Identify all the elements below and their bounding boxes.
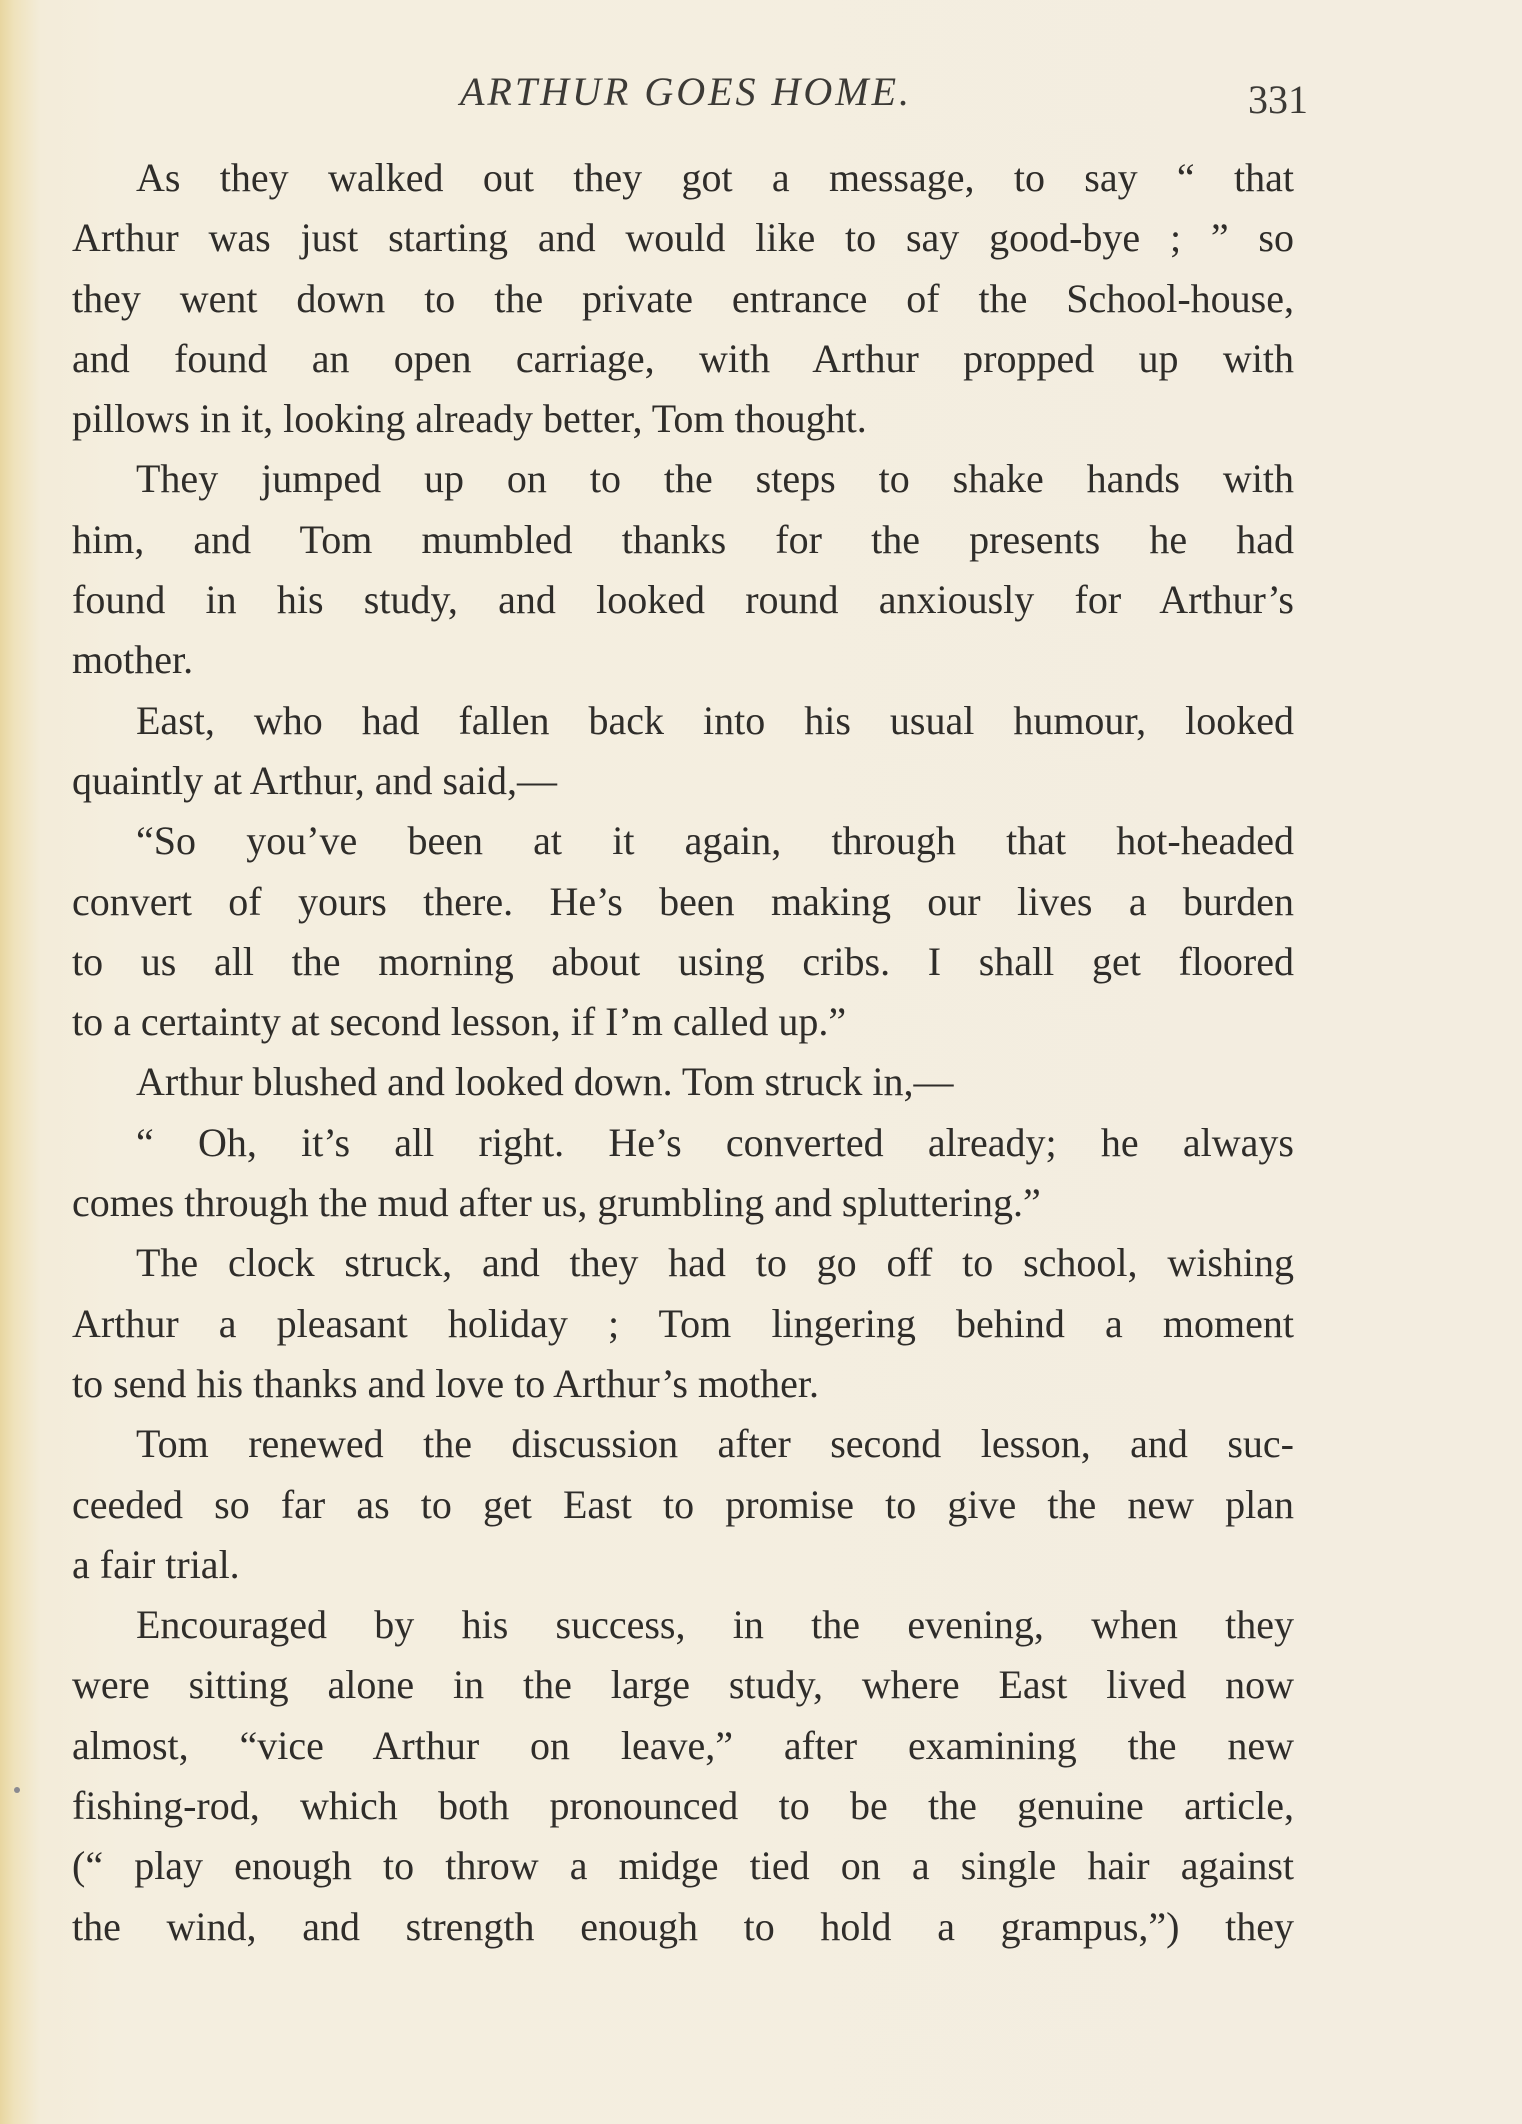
text-line (72, 1836, 1294, 1896)
running-title: ARTHUR GOES HOME. (460, 69, 913, 114)
text-line (72, 510, 1294, 570)
text-line-content: were sitting alone in the large study, where East lived now (72, 1662, 1294, 1708)
text-line-content: they went down to the private entrance of the School-house, (72, 275, 1294, 321)
text-line-content: Encouraged by his success, in the evening, when they (136, 1602, 1294, 1648)
text-line-content: comes through the mud after us, grumbling and spluttering.” (72, 1180, 1041, 1226)
text-line (72, 1595, 1294, 1655)
text-line-content: They jumped up on to the steps to shake hands with (136, 456, 1294, 502)
text-line (72, 630, 1294, 690)
text-line (72, 570, 1294, 630)
text-line-content: “So you’ve been at it again, through that hot-headed (136, 818, 1294, 864)
text-line-content: Arthur blushed and looked down. Tom struck in,— (136, 1059, 954, 1105)
text-line-content: to a certainty at second lesson, if I’m called up.” (72, 999, 847, 1045)
text-line (72, 1354, 1294, 1414)
text-line (72, 691, 1294, 751)
text-line-content: “ Oh, it’s all right. He’s converted already; he always (136, 1119, 1294, 1165)
text-line (72, 1475, 1294, 1535)
text-line (72, 872, 1294, 932)
text-line-content: Arthur a pleasant holiday ; Tom lingering behind a moment (72, 1300, 1294, 1346)
text-line-content: to send his thanks and love to Arthur’s mother. (72, 1360, 819, 1406)
text-line (72, 1113, 1294, 1173)
text-line (72, 932, 1294, 992)
page-header (0, 64, 1522, 124)
text-line (72, 1535, 1294, 1595)
text-line (72, 208, 1294, 268)
text-line-content: Tom renewed the discussion after second lesson, and suc- (136, 1421, 1294, 1467)
text-line-content: and found an open carriage, with Arthur propped up with (72, 335, 1294, 381)
text-line (72, 811, 1294, 871)
text-line (72, 1776, 1294, 1836)
text-line-content: almost, “vice Arthur on leave,” after examining the new (72, 1722, 1294, 1768)
text-line-content: found in his study, and looked round anxiously for Arthur’s (72, 577, 1294, 623)
text-line (72, 992, 1294, 1052)
text-line (72, 329, 1294, 389)
text-line (72, 1897, 1294, 1957)
text-line (72, 1655, 1294, 1715)
text-line-content: (“ play enough to throw a midge tied on a single hair against (72, 1843, 1294, 1889)
text-line (72, 1173, 1294, 1233)
text-line (72, 1716, 1294, 1776)
text-line (72, 1052, 1294, 1112)
text-line-content: a fair trial. (72, 1541, 240, 1587)
text-line-content: him, and Tom mumbled thanks for the presents he had (72, 516, 1294, 562)
text-line (72, 1294, 1294, 1354)
text-line-content: quaintly at Arthur, and said,— (72, 757, 557, 803)
text-line-content: ceeded so far as to get East to promise to give the new plan (72, 1481, 1294, 1527)
text-line-content: East, who had fallen back into his usual humour, looked (136, 697, 1294, 743)
text-line-content: The clock struck, and they had to go off to school, wishing (136, 1240, 1294, 1286)
text-line (72, 751, 1294, 811)
text-line-content: As they walked out they got a message, to say “ that (136, 155, 1294, 200)
text-line-content: mother. (72, 637, 194, 683)
text-line-content: the wind, and strength enough to hold a grampus,”) they (72, 1903, 1294, 1949)
text-line (72, 449, 1294, 509)
page-number: 331 (1248, 77, 1308, 122)
text-line (72, 1233, 1294, 1293)
text-line (72, 269, 1294, 329)
text-line (72, 389, 1294, 449)
text-line-content: to us all the morning about using cribs. I shall get floored (72, 938, 1294, 984)
text-line (72, 148, 1294, 208)
text-line-content: Arthur was just starting and would like to say good-bye ; ” so (72, 215, 1294, 261)
paper-speck (14, 1787, 20, 1793)
text-line-content: convert of yours there. He’s been making our lives a burden (72, 878, 1294, 924)
body-text (72, 148, 1294, 1957)
text-line-content: fishing-rod, which both pronounced to be the genuine article, (72, 1783, 1294, 1829)
text-line-content: pillows in it, looking already better, Tom thought. (72, 396, 867, 442)
text-line (72, 1414, 1294, 1474)
